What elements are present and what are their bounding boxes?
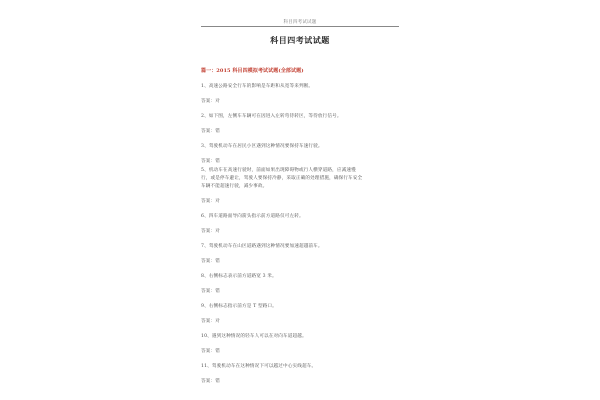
answer-10: 答案：错 <box>201 349 220 354</box>
header-rule <box>201 26 399 27</box>
answer-2: 答案：错 <box>201 129 220 134</box>
answer-5: 答案：对 <box>201 199 220 204</box>
answer-9: 答案：对 <box>201 319 220 324</box>
question-2: 2、如下图，左侧车车辆可在因进入左转弯待转区，等待放行信号。 <box>201 114 342 119</box>
section-heading: 篇一：2015 科目四模拟考试试题(全部试题) <box>201 68 304 74</box>
question-5-line-3: 车辆不能超速行驶，减少事故。 <box>201 184 268 189</box>
question-9: 9、右侧标志指示前方是 T 型路口。 <box>201 304 277 309</box>
answer-7: 答案：错 <box>201 259 220 264</box>
answer-6: 答案：对 <box>201 229 220 234</box>
question-11: 11、驾驶机动车在这种情况下可以越过中心实线超车。 <box>201 364 317 369</box>
answer-8: 答案：错 <box>201 289 220 294</box>
answer-11: 答案：错 <box>201 379 220 384</box>
question-3: 3、驾驶机动车在居民小区遇到这种情况要保持车速行驶。 <box>201 144 323 149</box>
running-header: 科目四考试试题 <box>283 20 317 25</box>
answer-3: 答案：错 <box>201 159 220 164</box>
document-title: 科目四考试试题 <box>270 35 330 45</box>
answer-1: 答案：对 <box>201 99 220 104</box>
question-6: 6、四车道路面导向箭头指示前方道路仅可左转。 <box>201 214 304 219</box>
question-7: 7、驾驶机动车在山区道路遇到这种情况要加速超越前车。 <box>201 244 323 249</box>
question-5-line-2: 行，或是停车避让，驾驶人要保持冷静，采取正确的处理措施，确保行车安全 <box>201 176 363 181</box>
question-10: 10、遇到这种情况的轻车人可以在对向车道超越。 <box>201 334 307 339</box>
question-1: 1、高速公路安全行车的影响是车距和从宽等来判断。 <box>201 84 314 89</box>
question-5-line-1: 5、机动车在高速行驶时，前面如果出现障碍物或行人横穿道路，应减速慢 <box>201 168 356 173</box>
question-8: 8、右侧标志表示前方道路宽 3 米。 <box>201 274 277 279</box>
